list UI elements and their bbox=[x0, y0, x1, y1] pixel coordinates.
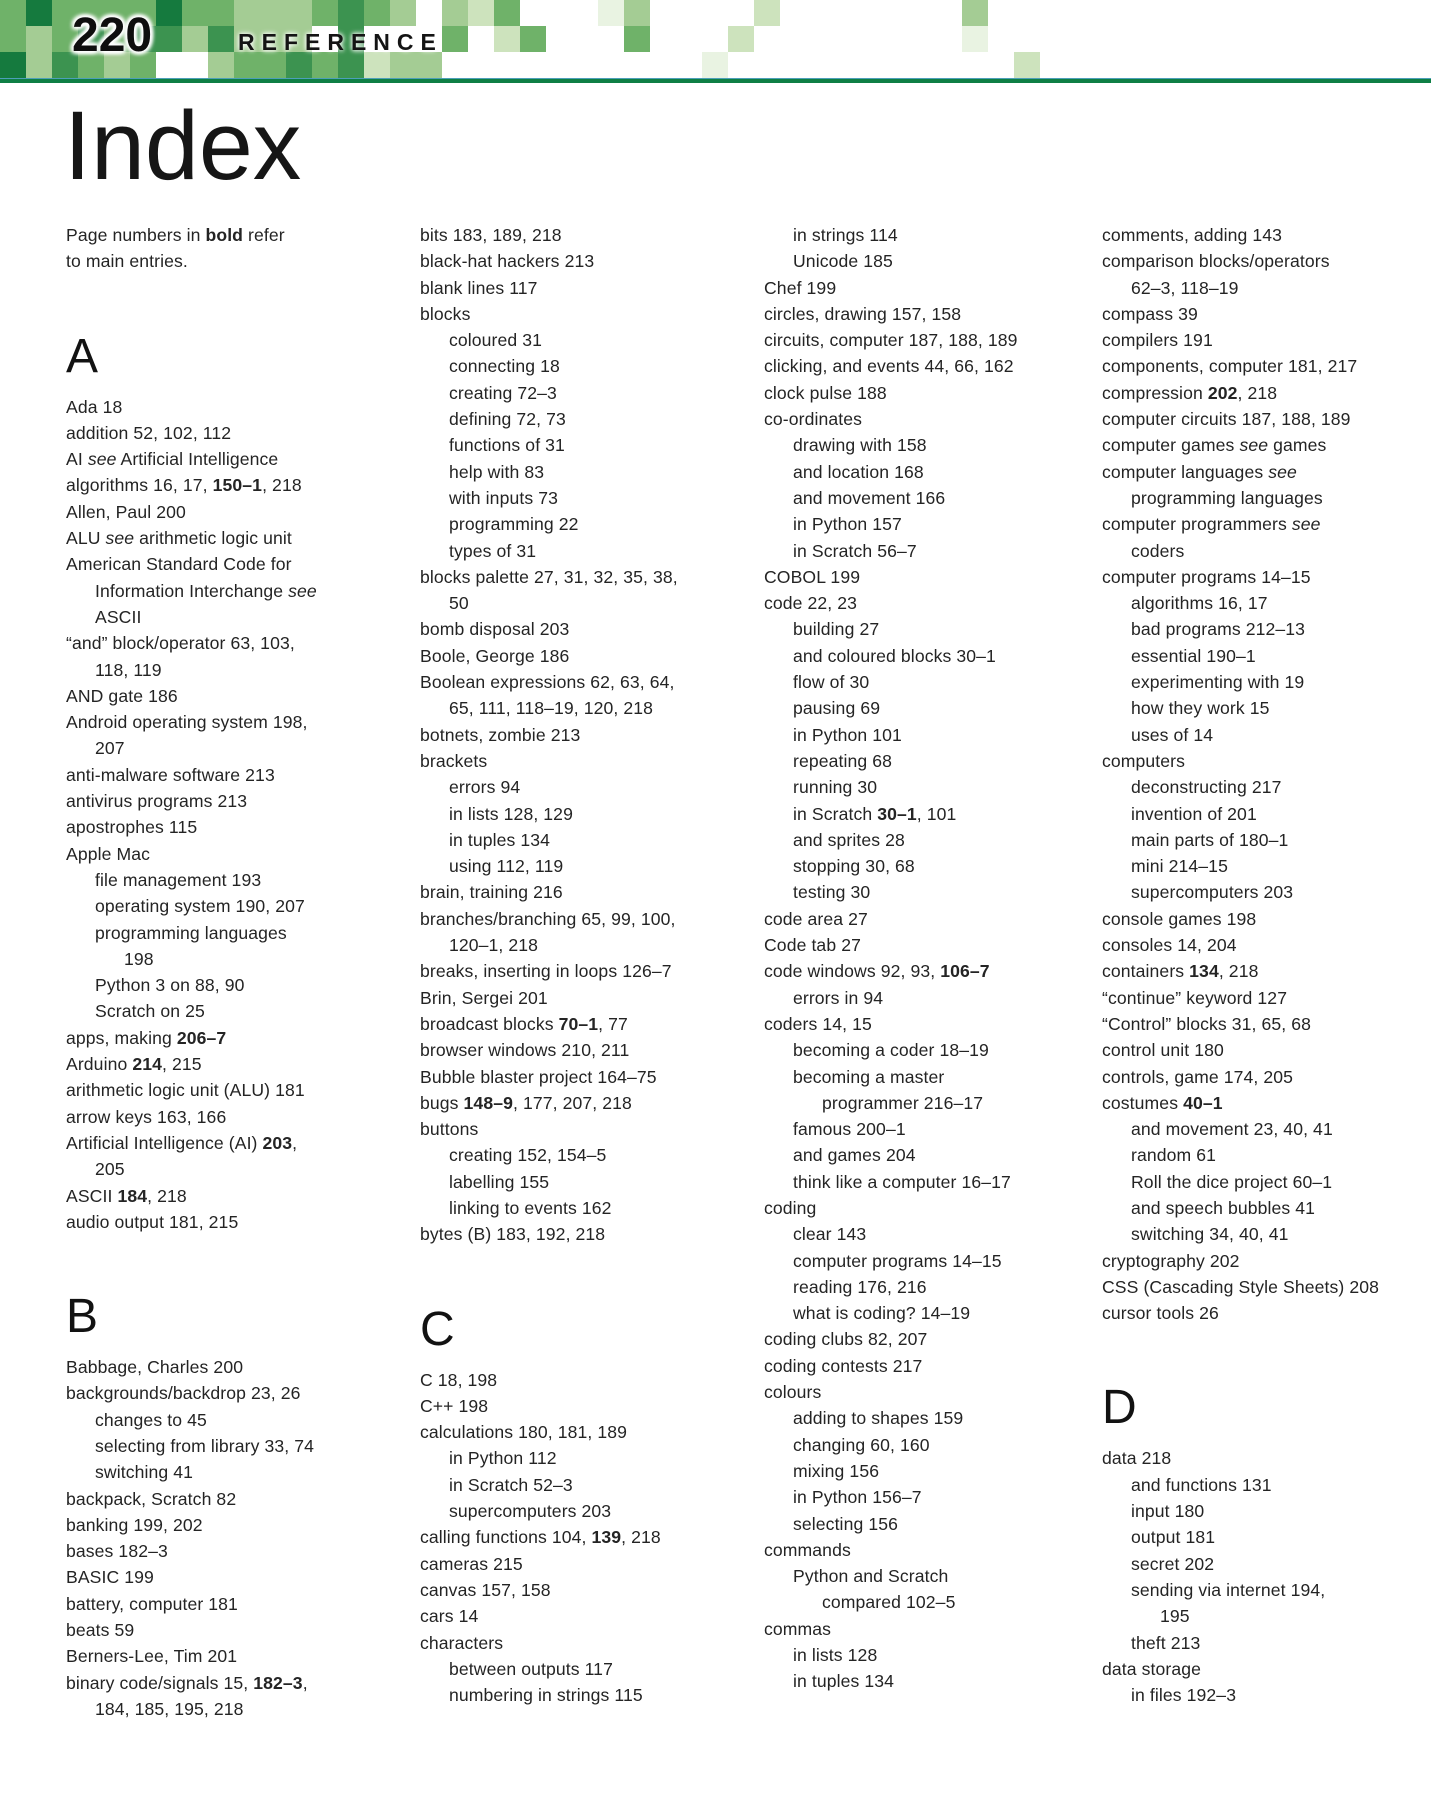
index-subentry: operating system 190, 207 bbox=[95, 896, 305, 917]
index-subentry: programmer 216–17 bbox=[822, 1092, 984, 1113]
mosaic-square bbox=[156, 26, 182, 52]
index-entry: calling functions 104, 139, 218 bbox=[420, 1527, 661, 1548]
mosaic-square bbox=[364, 0, 390, 26]
index-subentry: and functions 131 bbox=[1131, 1474, 1272, 1495]
index-subentry: clear 143 bbox=[793, 1224, 867, 1245]
index-entry: breaks, inserting in loops 126–7 bbox=[420, 961, 672, 982]
index-subentry: selecting from library 33, 74 bbox=[95, 1435, 315, 1456]
index-entry: computer programs 14–15 bbox=[1102, 566, 1311, 587]
index-entry: cryptography 202 bbox=[1102, 1250, 1240, 1271]
index-subentry: bad programs 212–13 bbox=[1131, 619, 1306, 640]
mosaic-square bbox=[754, 0, 780, 26]
index-subentry: drawing with 158 bbox=[793, 435, 927, 456]
index-entry: circuits, computer 187, 188, 189 bbox=[764, 330, 1018, 351]
mosaic-square bbox=[702, 52, 728, 78]
index-subentry: main parts of 180–1 bbox=[1131, 829, 1289, 850]
index-subentry: theft 213 bbox=[1131, 1632, 1201, 1653]
index-entry: circles, drawing 157, 158 bbox=[764, 303, 962, 324]
index-subentry: functions of 31 bbox=[449, 435, 565, 456]
index-subentry: changes to 45 bbox=[95, 1409, 207, 1430]
index-entry: backgrounds/backdrop 23, 26 bbox=[66, 1383, 301, 1404]
index-entry: apps, making 206–7 bbox=[66, 1027, 227, 1048]
index-entry: anti-malware software 213 bbox=[66, 764, 275, 785]
index-entry: blocks palette 27, 31, 32, 35, 38, bbox=[420, 566, 678, 587]
index-entry: ALU see arithmetic logic unit bbox=[66, 528, 292, 549]
index-entry: Arduino 214, 215 bbox=[66, 1054, 202, 1075]
index-subentry: uses of 14 bbox=[1131, 724, 1214, 745]
index-entry: costumes 40–1 bbox=[1102, 1092, 1223, 1113]
index-subentry: 65, 111, 118–19, 120, 218 bbox=[449, 698, 654, 719]
mosaic-square bbox=[0, 52, 26, 78]
mosaic-square bbox=[26, 26, 52, 52]
index-entry: BASIC 199 bbox=[66, 1567, 154, 1588]
index-entry: coding contests 217 bbox=[764, 1355, 923, 1376]
index-entry: browser windows 210, 211 bbox=[420, 1040, 630, 1061]
index-entry: bases 182–3 bbox=[66, 1541, 168, 1562]
index-entry: Apple Mac bbox=[66, 843, 151, 864]
index-entry: binary code/signals 15, 182–3, bbox=[66, 1672, 308, 1693]
index-entry: clicking, and events 44, 66, 162 bbox=[764, 356, 1014, 377]
index-entry: bits 183, 189, 218 bbox=[420, 225, 562, 245]
mosaic-square bbox=[624, 26, 650, 52]
index-subentry: coloured 31 bbox=[449, 330, 543, 351]
index-entry: Ada 18 bbox=[66, 396, 123, 417]
index-entry: brackets bbox=[420, 750, 488, 771]
index-subentry: defining 72, 73 bbox=[449, 409, 566, 430]
index-subentry: invention of 201 bbox=[1131, 803, 1257, 824]
index-subentry: running 30 bbox=[793, 777, 878, 798]
index-entry: code area 27 bbox=[764, 908, 868, 929]
mosaic-square bbox=[520, 26, 546, 52]
index-subentry: building 27 bbox=[793, 619, 880, 640]
index-subentry: computer programs 14–15 bbox=[793, 1250, 1002, 1271]
mosaic-square bbox=[624, 0, 650, 26]
index-subentry: and location 168 bbox=[793, 461, 924, 482]
index-subentry: 62–3, 118–19 bbox=[1131, 277, 1239, 298]
index-entry: coding bbox=[764, 1197, 817, 1218]
index-subentry: creating 72–3 bbox=[449, 382, 557, 403]
index-subentry: coders bbox=[1131, 540, 1185, 561]
index-entry: cursor tools 26 bbox=[1102, 1303, 1219, 1324]
index-entry: branches/branching 65, 99, 100, bbox=[420, 908, 676, 929]
index-entry: data 218 bbox=[1102, 1448, 1172, 1469]
index-subentry: Roll the dice project 60–1 bbox=[1131, 1171, 1333, 1192]
index-entry: buttons bbox=[420, 1119, 479, 1140]
index-subentry: programming languages bbox=[95, 922, 287, 943]
mosaic-square bbox=[182, 0, 208, 26]
index-entry: “continue” keyword 127 bbox=[1102, 987, 1288, 1008]
index-entry: characters bbox=[420, 1632, 504, 1653]
index-entry: Android operating system 198, bbox=[66, 712, 308, 733]
index-subentry: changing 60, 160 bbox=[793, 1434, 930, 1455]
index-subentry: in Python 156–7 bbox=[793, 1487, 922, 1508]
index-entry: Bubble blaster project 164–75 bbox=[420, 1066, 657, 1087]
index-subentry: repeating 68 bbox=[793, 750, 893, 771]
index-column-4 bbox=[1102, 222, 1431, 1708]
index-subentry: in tuples 134 bbox=[793, 1671, 895, 1692]
index-entry: antivirus programs 213 bbox=[66, 791, 248, 812]
index-subentry: stopping 30, 68 bbox=[793, 856, 915, 877]
index-entry: comments, adding 143 bbox=[1102, 225, 1282, 245]
index-entry: Boolean expressions 62, 63, 64, bbox=[420, 672, 675, 693]
header-rule bbox=[0, 78, 1431, 83]
index-subentry: in lists 128, 129 bbox=[449, 803, 573, 824]
index-entry: Berners-Lee, Tim 201 bbox=[66, 1646, 238, 1667]
index-subentry: how they work 15 bbox=[1131, 698, 1270, 719]
index-subentry: supercomputers 203 bbox=[1131, 882, 1294, 903]
index-subentry: 207 bbox=[95, 738, 125, 759]
index-subentry: input 180 bbox=[1131, 1501, 1205, 1522]
index-subentry: output 181 bbox=[1131, 1527, 1216, 1548]
index-subentry: what is coding? 14–19 bbox=[793, 1303, 971, 1324]
index-entry: clock pulse 188 bbox=[764, 382, 887, 403]
mosaic-square bbox=[962, 0, 988, 26]
index-subentry: and movement 166 bbox=[793, 487, 946, 508]
index-entry: bomb disposal 203 bbox=[420, 619, 570, 640]
index-subentry: 205 bbox=[95, 1159, 125, 1180]
mosaic-square bbox=[494, 26, 520, 52]
mosaic-square bbox=[598, 0, 624, 26]
index-entry: algorithms 16, 17, 150–1, 218 bbox=[66, 475, 302, 496]
section-letter-A: A bbox=[66, 329, 99, 383]
index-subentry: adding to shapes 159 bbox=[793, 1408, 964, 1429]
index-subentry: secret 202 bbox=[1131, 1553, 1215, 1574]
index-subentry: ASCII bbox=[95, 606, 142, 627]
index-entry: compression 202, 218 bbox=[1102, 382, 1278, 403]
index-entry: controls, game 174, 205 bbox=[1102, 1066, 1294, 1087]
index-subentry: selecting 156 bbox=[793, 1513, 898, 1534]
index-entry: bugs 148–9, 177, 207, 218 bbox=[420, 1092, 632, 1113]
index-subentry: in files 192–3 bbox=[1131, 1685, 1237, 1706]
index-entry: cameras 215 bbox=[420, 1553, 523, 1574]
index-entry: calculations 180, 181, 189 bbox=[420, 1422, 628, 1443]
index-column-1 bbox=[66, 222, 414, 1722]
index-subentry: deconstructing 217 bbox=[1131, 777, 1282, 798]
index-entry: console games 198 bbox=[1102, 908, 1257, 929]
index-entry: computer circuits 187, 188, 189 bbox=[1102, 409, 1351, 430]
mosaic-square bbox=[312, 0, 338, 26]
index-entry: colours bbox=[764, 1382, 822, 1403]
mosaic-square bbox=[442, 26, 468, 52]
index-column-3 bbox=[764, 222, 1112, 1695]
mosaic-square bbox=[468, 0, 494, 26]
index-subentry: using 112, 119 bbox=[449, 856, 564, 877]
index-subentry: in Python 157 bbox=[793, 514, 902, 535]
index-subentry: 198 bbox=[124, 948, 154, 969]
index-subentry: in Scratch 30–1, 101 bbox=[793, 803, 957, 824]
index-subentry: errors in 94 bbox=[793, 987, 884, 1008]
index-subentry: in Scratch 52–3 bbox=[449, 1474, 573, 1495]
mosaic-square bbox=[182, 26, 208, 52]
index-entry: computer games see games bbox=[1102, 435, 1327, 456]
index-entry: canvas 157, 158 bbox=[420, 1579, 551, 1600]
mosaic-square bbox=[26, 52, 52, 78]
index-entry: consoles 14, 204 bbox=[1102, 935, 1237, 956]
index-entry: arrow keys 163, 166 bbox=[66, 1106, 227, 1127]
index-subentry: and games 204 bbox=[793, 1145, 916, 1166]
index-subentry: programming languages bbox=[1131, 487, 1323, 508]
index-subentry: mixing 156 bbox=[793, 1460, 880, 1481]
index-entry: C++ 198 bbox=[420, 1395, 489, 1416]
index-subentry: in Python 101 bbox=[793, 724, 902, 745]
mosaic-square bbox=[208, 0, 234, 26]
index-entry: blocks bbox=[420, 303, 471, 324]
index-entry: cars 14 bbox=[420, 1606, 479, 1627]
index-entry: commands bbox=[764, 1539, 851, 1560]
index-subentry: types of 31 bbox=[449, 540, 537, 561]
index-entry: AND gate 186 bbox=[66, 685, 178, 706]
index-entry: containers 134, 218 bbox=[1102, 961, 1259, 982]
mosaic-square bbox=[962, 26, 988, 52]
index-subentry: Information Interchange see bbox=[95, 580, 317, 601]
index-entry: data storage bbox=[1102, 1658, 1202, 1679]
index-subentry: switching 41 bbox=[95, 1462, 194, 1483]
index-entry: blank lines 117 bbox=[420, 277, 538, 298]
index-subentry: in strings 114 bbox=[793, 225, 898, 245]
index-subentry: between outputs 117 bbox=[449, 1658, 613, 1679]
index-subentry: creating 152, 154–5 bbox=[449, 1145, 607, 1166]
index-entry: botnets, zombie 213 bbox=[420, 724, 581, 745]
index-subentry: connecting 18 bbox=[449, 356, 560, 377]
section-letter-B: B bbox=[66, 1290, 99, 1344]
mosaic-square bbox=[728, 26, 754, 52]
index-entry: computers bbox=[1102, 750, 1186, 771]
section-label: REFERENCE bbox=[238, 29, 443, 55]
index-entry: beats 59 bbox=[66, 1620, 135, 1641]
index-subentry: testing 30 bbox=[793, 882, 871, 903]
index-subentry: and movement 23, 40, 41 bbox=[1131, 1119, 1333, 1140]
index-entry: Brin, Sergei 201 bbox=[420, 987, 548, 1008]
index-entry: code windows 92, 93, 106–7 bbox=[764, 961, 990, 982]
index-subentry: help with 83 bbox=[449, 461, 545, 482]
section-letter-C: C bbox=[420, 1302, 455, 1356]
mosaic-square bbox=[338, 0, 364, 26]
index-subentry: essential 190–1 bbox=[1131, 645, 1256, 666]
index-subentry: pausing 69 bbox=[793, 698, 881, 719]
mosaic-square bbox=[156, 0, 182, 26]
index-subentry: sending via internet 194, bbox=[1131, 1579, 1326, 1600]
index-entry: brain, training 216 bbox=[420, 882, 563, 903]
index-subentry: 120–1, 218 bbox=[449, 935, 539, 956]
mosaic-square bbox=[390, 0, 416, 26]
index-subentry: Scratch on 25 bbox=[95, 1001, 205, 1022]
index-subentry: switching 34, 40, 41 bbox=[1131, 1224, 1289, 1245]
index-entry: Allen, Paul 200 bbox=[66, 501, 186, 522]
index-entry: Chef 199 bbox=[764, 277, 837, 298]
index-subentry: Python 3 on 88, 90 bbox=[95, 975, 245, 996]
index-entry: addition 52, 102, 112 bbox=[66, 422, 232, 443]
index-entry: computer programmers see bbox=[1102, 514, 1321, 535]
index-entry: ASCII 184, 218 bbox=[66, 1185, 187, 1206]
index-subentry: random 61 bbox=[1131, 1145, 1217, 1166]
index-entry: compilers 191 bbox=[1102, 330, 1213, 351]
page-title: Index bbox=[64, 91, 302, 200]
index-subentry: programming 22 bbox=[449, 514, 579, 535]
index-subentry: in lists 128 bbox=[793, 1645, 878, 1666]
index-subentry: with inputs 73 bbox=[449, 487, 558, 508]
index-subentry: and coloured blocks 30–1 bbox=[793, 645, 996, 666]
index-entry: coding clubs 82, 207 bbox=[764, 1329, 928, 1350]
index-entry: control unit 180 bbox=[1102, 1040, 1224, 1061]
index-subentry: supercomputers 203 bbox=[449, 1501, 612, 1522]
index-entry: “and” block/operator 63, 103, bbox=[66, 633, 295, 654]
index-subentry: experimenting with 19 bbox=[1131, 672, 1305, 693]
index-entry: Boole, George 186 bbox=[420, 645, 570, 666]
index-subentry: algorithms 16, 17 bbox=[1131, 593, 1268, 614]
index-entry: C 18, 198 bbox=[420, 1369, 498, 1390]
index-entry: arithmetic logic unit (ALU) 181 bbox=[66, 1080, 305, 1101]
index-subentry: becoming a coder 18–19 bbox=[793, 1040, 989, 1061]
index-subentry: and speech bubbles 41 bbox=[1131, 1197, 1316, 1218]
index-subentry: reading 176, 216 bbox=[793, 1276, 927, 1297]
index-subentry: 118, 119 bbox=[95, 659, 162, 680]
index-entry: AI see Artificial Intelligence bbox=[66, 449, 279, 470]
mosaic-square bbox=[1014, 52, 1040, 78]
index-entry: Artificial Intelligence (AI) 203, bbox=[66, 1132, 298, 1153]
index-entry: code 22, 23 bbox=[764, 593, 858, 614]
index-entry: COBOL 199 bbox=[764, 566, 861, 587]
index-subentry: linking to events 162 bbox=[449, 1197, 612, 1218]
index-entry: backpack, Scratch 82 bbox=[66, 1488, 237, 1509]
mosaic-square bbox=[494, 0, 520, 26]
mosaic-square bbox=[0, 26, 26, 52]
index-entry: battery, computer 181 bbox=[66, 1593, 238, 1614]
index-entry: coders 14, 15 bbox=[764, 1013, 872, 1034]
mosaic-decoration bbox=[0, 0, 1066, 78]
index-subentry: compared 102–5 bbox=[822, 1592, 956, 1613]
index-subentry: file management 193 bbox=[95, 869, 262, 890]
index-subentry: in Scratch 56–7 bbox=[793, 540, 917, 561]
mosaic-square bbox=[208, 52, 234, 78]
index-subentry: famous 200–1 bbox=[793, 1119, 906, 1140]
mosaic-square bbox=[286, 0, 312, 26]
index-subentry: Unicode 185 bbox=[793, 251, 893, 272]
index-subentry: and sprites 28 bbox=[793, 829, 905, 850]
index-entry: banking 199, 202 bbox=[66, 1514, 203, 1535]
index-entry: compass 39 bbox=[1102, 303, 1198, 324]
index-entry: audio output 181, 215 bbox=[66, 1211, 239, 1232]
index-subentry: think like a computer 16–17 bbox=[793, 1171, 1011, 1192]
index-entry: CSS (Cascading Style Sheets) 208 bbox=[1102, 1276, 1380, 1297]
index-entry: Code tab 27 bbox=[764, 935, 861, 956]
intro-note-line: Page numbers in bold refer bbox=[66, 225, 285, 245]
mosaic-square bbox=[234, 0, 260, 26]
index-entry: broadcast blocks 70–1, 77 bbox=[420, 1013, 628, 1034]
index-entry: bytes (B) 183, 192, 218 bbox=[420, 1224, 606, 1245]
index-subentry: becoming a master bbox=[793, 1066, 945, 1087]
index-entry: black-hat hackers 213 bbox=[420, 251, 595, 272]
index-subentry: mini 214–15 bbox=[1131, 856, 1228, 877]
index-subentry: 50 bbox=[449, 593, 469, 614]
index-entry: comparison blocks/operators bbox=[1102, 251, 1330, 272]
index-subentry: in Python 112 bbox=[449, 1448, 557, 1469]
mosaic-square bbox=[0, 0, 26, 26]
index-entry: American Standard Code for bbox=[66, 554, 292, 575]
index-entry: “Control” blocks 31, 65, 68 bbox=[1102, 1013, 1312, 1034]
section-letter-D: D bbox=[1102, 1381, 1137, 1435]
index-subentry: 195 bbox=[1160, 1606, 1190, 1627]
intro-note-line: to main entries. bbox=[66, 251, 188, 272]
index-subentry: Python and Scratch bbox=[793, 1566, 949, 1587]
index-entry: computer languages see bbox=[1102, 461, 1297, 482]
index-column-2 bbox=[420, 222, 768, 1708]
mosaic-square bbox=[26, 0, 52, 26]
index-subentry: numbering in strings 115 bbox=[449, 1685, 643, 1706]
index-subentry: errors 94 bbox=[449, 777, 521, 798]
index-subentry: 184, 185, 195, 218 bbox=[95, 1698, 244, 1719]
index-entry: Babbage, Charles 200 bbox=[66, 1357, 244, 1378]
index-entry: apostrophes 115 bbox=[66, 817, 198, 838]
mosaic-square bbox=[442, 0, 468, 26]
mosaic-square bbox=[260, 0, 286, 26]
mosaic-square bbox=[208, 26, 234, 52]
index-entry: commas bbox=[764, 1618, 832, 1639]
index-subentry: flow of 30 bbox=[793, 672, 870, 693]
index-subentry: labelling 155 bbox=[449, 1171, 550, 1192]
index-entry: co-ordinates bbox=[764, 409, 863, 430]
page-number: 220 bbox=[72, 9, 153, 62]
index-subentry: in tuples 134 bbox=[449, 829, 551, 850]
index-entry: components, computer 181, 217 bbox=[1102, 356, 1358, 377]
